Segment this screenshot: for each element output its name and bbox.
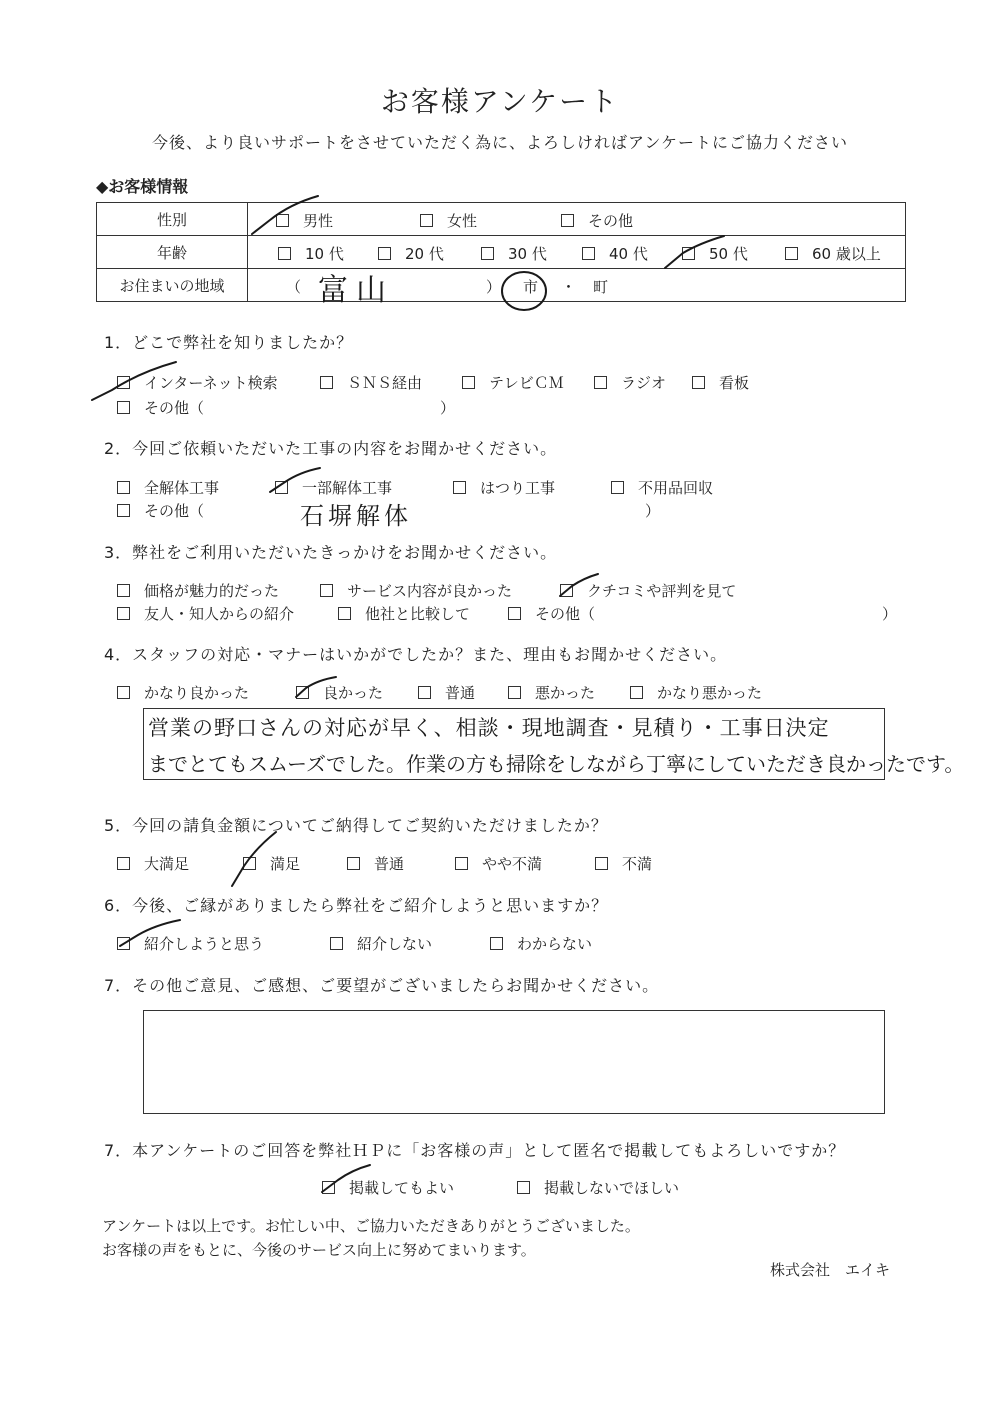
q1-question: 1．どこで弊社を知りましたか？ xyxy=(104,333,354,352)
gender-label: 性別 xyxy=(97,203,248,236)
checkbox[interactable] xyxy=(481,247,494,260)
option-label: ラジオ xyxy=(621,374,667,392)
option-label: 普通 xyxy=(445,684,476,702)
checkbox[interactable] xyxy=(117,857,130,870)
q5-option-satisfied[interactable] xyxy=(243,853,300,874)
checkbox[interactable] xyxy=(117,481,130,494)
q4-option-normal[interactable] xyxy=(418,682,475,703)
q5-option-dissatisfied[interactable] xyxy=(595,853,652,874)
checkbox[interactable] xyxy=(453,481,466,494)
age-option-10s[interactable] xyxy=(278,243,344,264)
age-option-60-plus[interactable] xyxy=(785,243,881,264)
q2-question: 2．今回ご依頼いただいた工事の内容をお聞かせください。 xyxy=(104,439,558,458)
option-label: その他（ xyxy=(535,605,596,623)
page-subtitle: 今後、より良いサポートをさせていただく為に、よろしければアンケートにご協力ください xyxy=(151,133,849,152)
option-label: 40 代 xyxy=(609,245,648,263)
checkbox[interactable] xyxy=(338,607,351,620)
checkbox[interactable] xyxy=(320,376,333,389)
q2-option-full-demolition[interactable] xyxy=(117,477,219,498)
checkbox[interactable] xyxy=(561,214,574,227)
q7-question: 7．その他ご意見、ご感想、ご要望がございましたらお聞かせください。 xyxy=(104,976,660,995)
gender-options xyxy=(248,203,906,236)
age-options xyxy=(248,236,906,269)
q1-other-close: ） xyxy=(440,399,456,417)
region-field[interactable] xyxy=(248,269,906,308)
q4-option-very-good[interactable] xyxy=(117,682,249,703)
q4-option-very-bad[interactable] xyxy=(630,682,762,703)
checkbox[interactable] xyxy=(611,481,624,494)
region-label: お住まいの地域 xyxy=(97,269,248,302)
q8-option-allow[interactable] xyxy=(322,1177,454,1198)
age-option-20s[interactable] xyxy=(378,243,444,264)
gender-option-female[interactable] xyxy=(420,210,477,231)
checkbox[interactable] xyxy=(692,376,705,389)
q2-other-handwritten: 石塀解体 xyxy=(300,502,412,530)
checkbox[interactable] xyxy=(418,686,431,699)
region-handwritten: 富山 xyxy=(318,273,394,308)
q1-option-sns[interactable] xyxy=(320,372,422,393)
gender-row xyxy=(97,203,906,236)
page-title: お客様アンケート xyxy=(380,85,620,118)
checkbox[interactable] xyxy=(330,937,343,950)
q4-option-bad[interactable] xyxy=(508,682,595,703)
closing-line-1: アンケートは以上です。お忙しい中、ご協力いただきありがとうございました。 xyxy=(102,1217,640,1235)
option-label: その他（ xyxy=(144,399,205,417)
option-label: やや不満 xyxy=(482,855,543,873)
checkbox[interactable] xyxy=(117,584,130,597)
q2-option-junk-removal[interactable] xyxy=(611,477,713,498)
q6-question: 6．今後、ご縁がありましたら弊社をご紹介しようと思いますか？ xyxy=(104,896,609,915)
option-label: 女性 xyxy=(447,212,478,230)
option-label: 普通 xyxy=(374,855,405,873)
q4-option-good[interactable] xyxy=(296,682,383,703)
checkbox[interactable] xyxy=(117,504,130,517)
checkbox[interactable] xyxy=(490,937,503,950)
checkbox[interactable] xyxy=(682,247,695,260)
q3-question: 3．弊社をご利用いただいたきっかけをお聞かせください。 xyxy=(104,543,558,562)
q2-option-other[interactable] xyxy=(117,500,204,521)
option-label: その他 xyxy=(588,212,634,230)
option-label: 大満足 xyxy=(144,855,190,873)
checkbox[interactable] xyxy=(560,584,573,597)
option-label: 紹介しない xyxy=(357,935,433,953)
option-label: ＳＮＳ経由 xyxy=(347,374,423,392)
customer-info-heading: ◆お客様情報 xyxy=(96,177,189,196)
q2-other-close: ） xyxy=(645,502,661,520)
q1-option-tvcm[interactable] xyxy=(462,372,564,393)
checkbox[interactable] xyxy=(117,376,130,389)
checkbox[interactable] xyxy=(508,686,521,699)
region-sep: ・ xyxy=(561,278,577,296)
closing-line-2: お客様の声をもとに、今後のサービス向上に努めてまいります。 xyxy=(102,1241,536,1259)
q4-answer-line-1: 営業の野口さんの対応が早く、相談・現地調査・見積り・工事日決定 xyxy=(148,716,830,740)
checkbox[interactable] xyxy=(420,214,433,227)
q3-option-referral[interactable] xyxy=(117,603,294,624)
checkbox[interactable] xyxy=(117,607,130,620)
option-label: わからない xyxy=(517,935,593,953)
q5-option-somewhat-dissatisfied[interactable] xyxy=(455,853,542,874)
option-label: 不満 xyxy=(622,855,653,873)
checkbox[interactable] xyxy=(117,937,130,950)
checkbox[interactable] xyxy=(296,686,309,699)
option-label: 30 代 xyxy=(508,245,547,263)
checkbox[interactable] xyxy=(508,607,521,620)
q6-option-will-refer[interactable] xyxy=(117,933,264,954)
q1-option-other[interactable] xyxy=(117,397,204,418)
checkbox[interactable] xyxy=(243,857,256,870)
option-label: 価格が魅力的だった xyxy=(144,582,280,600)
checkbox[interactable] xyxy=(117,686,130,699)
option-label: 60 歳以上 xyxy=(812,245,881,263)
option-label: 50 代 xyxy=(709,245,748,263)
option-label: かなり悪かった xyxy=(657,684,763,702)
checkbox[interactable] xyxy=(117,401,130,414)
age-option-40s[interactable] xyxy=(582,243,648,264)
option-label: 男性 xyxy=(303,212,334,230)
option-label: サービス内容が良かった xyxy=(347,582,513,600)
age-label: 年齢 xyxy=(97,236,248,269)
checkbox[interactable] xyxy=(276,214,289,227)
checkbox[interactable] xyxy=(594,376,607,389)
checkbox[interactable] xyxy=(785,247,798,260)
q3-other-close: ） xyxy=(882,605,898,623)
region-city: 市 xyxy=(523,278,539,296)
q3-option-price[interactable] xyxy=(117,580,279,601)
option-label: 他社と比較して xyxy=(365,605,471,623)
option-label: クチコミや評判を見て xyxy=(587,582,737,600)
q1-option-internet[interactable] xyxy=(117,372,278,393)
q6-option-will-not-refer[interactable] xyxy=(330,933,432,954)
option-label: 不用品回収 xyxy=(638,479,714,497)
option-label: 悪かった xyxy=(535,684,596,702)
checkbox[interactable] xyxy=(455,857,468,870)
age-option-50s[interactable] xyxy=(682,243,748,264)
age-option-30s[interactable] xyxy=(481,243,547,264)
customer-info-table xyxy=(96,202,906,308)
q8-option-disallow[interactable] xyxy=(517,1177,679,1198)
q4-question: 4．スタッフの対応・マナーはいかがでしたか？また、理由もお聞かせください。 xyxy=(104,645,728,664)
option-label: 満足 xyxy=(270,855,301,873)
company-name: 株式会社 エイキ xyxy=(770,1261,891,1279)
checkbox[interactable] xyxy=(595,857,608,870)
q2-option-partial-demolition[interactable] xyxy=(275,477,392,498)
q5-option-normal[interactable] xyxy=(347,853,404,874)
option-label: 掲載しないでほしい xyxy=(544,1179,680,1197)
option-label: 紹介しようと思う xyxy=(144,935,265,953)
checkbox[interactable] xyxy=(347,857,360,870)
option-label: 全解体工事 xyxy=(144,479,220,497)
option-label: 看板 xyxy=(719,374,750,392)
q4-answer-line-2: までとてもスムーズでした。作業の方も掃除をしながら丁寧にしていただき良かったです。 xyxy=(148,752,965,776)
q1-option-signboard[interactable] xyxy=(692,372,749,393)
q3-option-compared[interactable] xyxy=(338,603,470,624)
option-label: かなり良かった xyxy=(144,684,250,702)
q1-option-radio[interactable] xyxy=(594,372,666,393)
gender-option-other[interactable] xyxy=(561,210,633,231)
q2-option-chipping[interactable] xyxy=(453,477,555,498)
region-open-paren: （ xyxy=(286,278,302,296)
q7-comment-box[interactable] xyxy=(143,1010,885,1114)
q6-option-unsure[interactable] xyxy=(490,933,592,954)
option-label: 10 代 xyxy=(305,245,344,263)
q3-option-other[interactable] xyxy=(508,603,595,624)
checkbox[interactable] xyxy=(517,1181,530,1194)
checkbox[interactable] xyxy=(320,584,333,597)
q5-option-very-satisfied[interactable] xyxy=(117,853,189,874)
option-label: インターネット検索 xyxy=(144,374,278,392)
q5-question: 5．今回の請負金額についてご納得してご契約いただけましたか？ xyxy=(104,816,608,835)
region-close-paren: ） xyxy=(486,278,502,296)
checkbox[interactable] xyxy=(630,686,643,699)
q8-question: 7．本アンケートのご回答を弊社ＨＰに「お客様の声」として匿名で掲載してもよろしいですか？ xyxy=(104,1141,846,1160)
checkbox[interactable] xyxy=(378,247,391,260)
q3-option-service[interactable] xyxy=(320,580,512,601)
option-label: 良かった xyxy=(323,684,384,702)
gender-option-male[interactable] xyxy=(276,210,333,231)
option-label: 掲載してもよい xyxy=(349,1179,455,1197)
region-town: 町 xyxy=(593,278,609,296)
option-label: 一部解体工事 xyxy=(302,479,393,497)
checkbox[interactable] xyxy=(322,1181,335,1194)
checkbox[interactable] xyxy=(278,247,291,260)
checkbox[interactable] xyxy=(275,481,288,494)
option-label: その他（ xyxy=(144,502,205,520)
checkbox[interactable] xyxy=(582,247,595,260)
q3-option-reviews[interactable] xyxy=(560,580,736,601)
checkbox[interactable] xyxy=(462,376,475,389)
region-row xyxy=(97,269,906,302)
option-label: 友人・知人からの紹介 xyxy=(144,605,295,623)
option-label: 20 代 xyxy=(405,245,444,263)
option-label: はつり工事 xyxy=(480,479,556,497)
age-row xyxy=(97,236,906,269)
option-label: テレビＣＭ xyxy=(489,374,564,392)
